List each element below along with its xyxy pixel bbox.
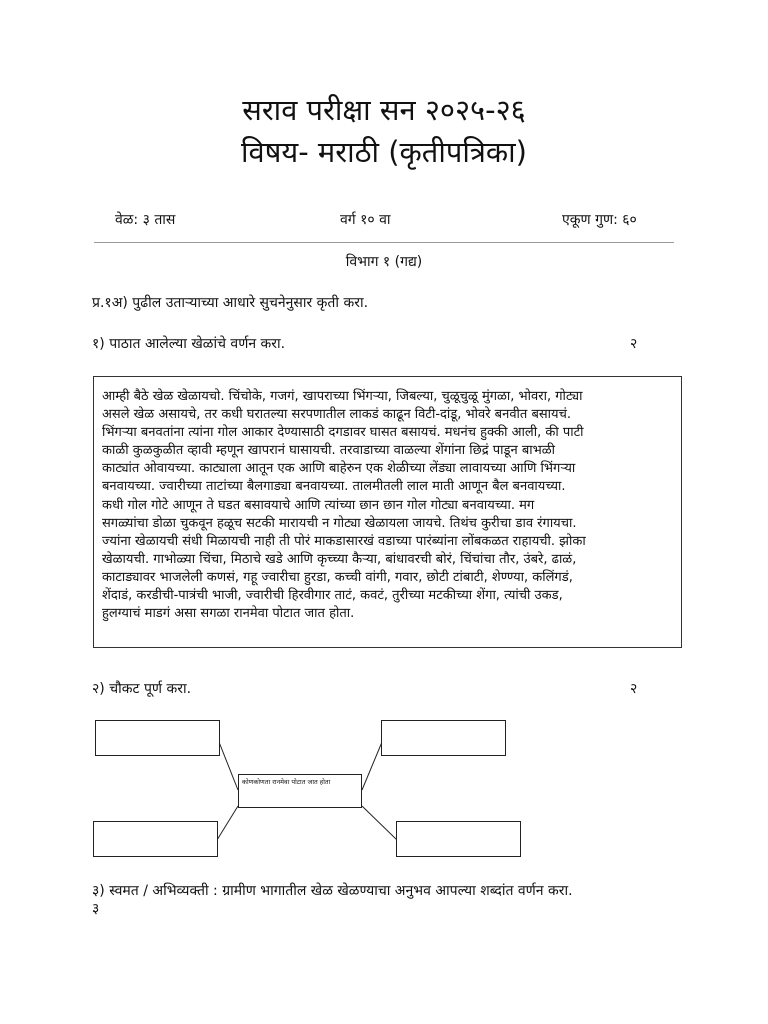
passage-line: काळी कुळकुळीत व्हावी म्हणून खापरानं घासायची. तरवाडाच्या वाळल्या शेंगांना छिद्रं पाडून बाभळी	[102, 443, 556, 459]
exam-total-marks: एकूण गुण: ६०	[562, 212, 637, 228]
q3-text: ३) स्वमत / अभिव्यक्ती : ग्रामीण भागातील खेळ खेळण्याचा अनुभव आपल्या शब्दांत वर्णन करा.	[92, 883, 573, 899]
passage-line: आम्ही बैठे खेळ खेळायचो. चिंचोके, गजगं, खापराच्या भिंगऱ्या, जिबल्या, चुळूचुळू मुंगळा, भोवरा, गोट्या	[102, 389, 583, 404]
answer-box-bottom-left[interactable]	[93, 821, 218, 857]
answer-box-top-left[interactable]	[95, 720, 220, 756]
answer-box-bottom-right[interactable]	[396, 821, 521, 857]
q3-marks: ३	[92, 901, 100, 917]
passage-line: काट्यांत ओवायच्या. काट्याला आतून एक आणि बाहेरुन एक शेळीच्या लेंड्या लावायच्या आणि भिंगऱ्या	[102, 461, 576, 477]
exam-title: सराव परीक्षा सन २०२५-२६	[242, 93, 526, 127]
question-instruction: प्र.१अ) पुढील उताऱ्याच्या आधारे सुचनेनुसार कृती करा.	[92, 295, 369, 311]
passage-line: काटाड्यावर भाजलेली कणसं, गहू ज्वारीचा हुरडा, कच्ची वांगी, गवार, छोटी टांबाटी, शेण्ण्या, कलिंगडं,	[102, 569, 573, 585]
passage-line: हुलग्याचं माडगं असा सगळा रानमेवा पोटात जात होता.	[102, 606, 355, 622]
exam-time: वेळ: ३ तास	[115, 212, 176, 228]
connector-top-left	[219, 742, 238, 790]
connector-bottom-right	[362, 806, 397, 840]
web-center-box: कोणकोणता रानमेवा पोटात जात होता	[238, 774, 362, 808]
q1-marks: २	[630, 336, 638, 352]
subject-title: विषय- मराठी (कृतीपत्रिका)	[241, 135, 527, 169]
passage-line: शेंदाडं, करडीची-पात्रंची भाजी, ज्वारीची हिरवीगार ताटं, कवटं, तुरीच्या मटकीच्या शेंगा, त्यांची उकड,	[102, 588, 563, 604]
section-heading: विभाग १ (गद्य)	[345, 254, 423, 270]
exam-class: वर्ग १० वा	[340, 212, 391, 228]
passage-line: असले खेळ असायचे, तर कधी घरातल्या सरपणातील लाकडं काढून विटी-दांडू, भोवरे बनवीत बसायचं.	[102, 407, 571, 423]
q1-text: १) पाठात आलेल्या खेळांचे वर्णन करा.	[92, 336, 286, 352]
passage-line: कधी गोल गोटे आणून ते घडत बसावयाचे आणि त्यांच्या छान छान गोल गोट्या बनवायच्या. मग	[102, 497, 535, 513]
connector-bottom-left	[217, 806, 238, 840]
passage-line: खेळायची. गाभोळ्या चिंचा, मिठाचे खडे आणि कृच्च्या कैऱ्या, बांधावरची बोरं, चिंचांचा तौर, उंबरे, ढाळं,	[102, 551, 577, 567]
connector-top-right	[362, 742, 382, 790]
passage-line: बनवायच्या. ज्वारीच्या ताटांच्या बैलगाड्या बनवायच्या. तालमीतली लाल माती आणून बैल बनवायच्या.	[102, 479, 566, 495]
answer-box-top-right[interactable]	[381, 720, 506, 756]
passage-line: सगळ्यांचा डोळा चुकवून हळूच सटकी मारायची न गोट्या खेळायला जायचे. तिथंच कुरीचा डाव रंगायचा.	[102, 515, 577, 531]
passage-line: ज्यांना खेळायची संधी मिळायची नाही ती पोरं माकडासारखं वडाच्या पारंब्यांना लोंबकळत राहायची. झोका	[102, 533, 586, 549]
q2-marks: २	[630, 681, 638, 697]
q2-text: २) चौकट पूर्ण करा.	[92, 681, 192, 697]
passage-line: भिंगऱ्या बनवतांना त्यांना गोल आकार देण्यासाठी दगडावर घासत बसायचं. मधनंच हुक्की आली, की पाटी	[102, 425, 584, 441]
